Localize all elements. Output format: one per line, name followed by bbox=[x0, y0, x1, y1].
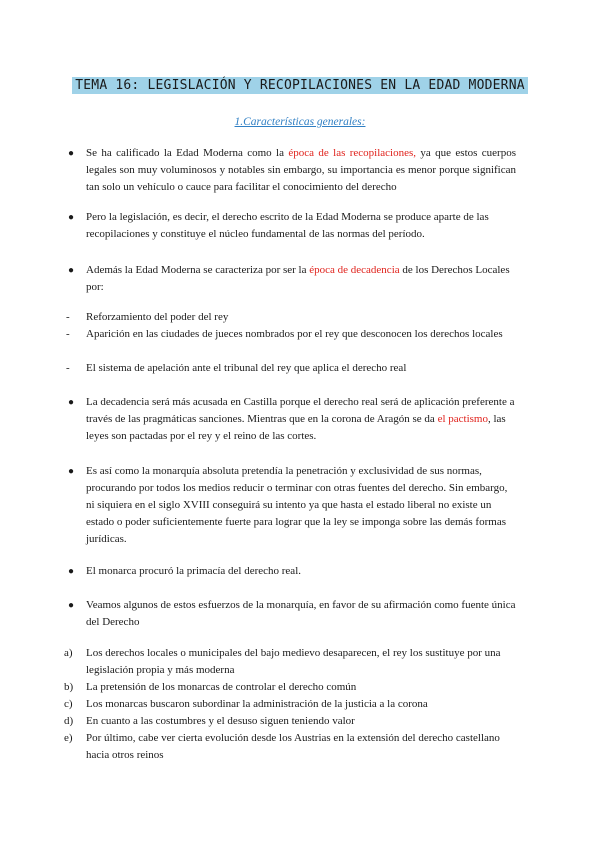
paragraph-6: ● El monarca procuró la primacía del derecho real. bbox=[86, 563, 516, 580]
title-highlight: TEMA 16: LEGISLACIÓN Y RECOPILACIONES EN LA EDAD MODERNA bbox=[72, 77, 528, 94]
dash-list-item: - Reforzamiento del poder del rey bbox=[86, 309, 516, 326]
bullet: ● bbox=[68, 212, 75, 223]
bullet: ● bbox=[68, 566, 75, 577]
highlight-recopilaciones: época de las recopilaciones, bbox=[288, 147, 417, 159]
dash-list-item: - Aparición en las ciudades de jueces nombrados por el rey que desconocen los derechos locales bbox=[86, 326, 516, 343]
section-heading: 1.Características generales: bbox=[234, 116, 366, 128]
bullet: ● bbox=[68, 148, 75, 159]
bullet: ● bbox=[68, 265, 75, 276]
dash: - bbox=[66, 362, 70, 374]
paragraph-2: ● Pero la legislación, es decir, el derecho escrito de la Edad Moderna se produce aparte de las recopilaciones y constituye el núcleo fundamental de las normas del período. bbox=[68, 211, 489, 240]
highlight-pactismo: el pactismo bbox=[437, 413, 488, 425]
paragraph-4: ● La decadencia será más acusada en Castilla porque el derecho real será de aplicación preferente a través de las pragmáticas sanciones. Mientras que en la corona de Aragón se da el pactismo, las leyes son pactadas por el rey y el reino de las cortes. bbox=[68, 396, 515, 442]
lettered-item-c: c) Los monarcas buscaron subordinar la administración de la justicia a la corona bbox=[64, 698, 428, 710]
paragraph-3: ● Además la Edad Moderna se caracteriza por ser la época de decadencia de los Derechos Locales por: bbox=[68, 264, 510, 293]
paragraph-5: ● Es así como la monarquía absoluta pretendía la penetración y exclusividad de sus normas, procurando por todos los medios reducir o terminar con otras fuentes del derecho. Sin embargo, ni siquiera en el siglo XVIII conseguirá su intento ya que hasta el estado liberal no existe un estado o poder suficientemente fuerte para lograr que la ley se imponga sobre las demás formas jurídicas. bbox=[68, 465, 508, 545]
lettered-item-b: b) La pretensión de los monarcas de controlar el derecho común bbox=[64, 681, 357, 693]
page-title bbox=[0, 78, 600, 93]
paragraph-1: ● Se ha calificado la Edad Moderna como la época de las recopilaciones, ya que estos cuerpos legales son muy voluminosos y notables sin embargo, su importancia es menor porque significan tan solo un vehículo o cauce para facilitar el conocimiento del derecho bbox=[68, 147, 517, 193]
lettered-item-d: d) En cuanto a las costumbres y el desuso siguen teniendo valor bbox=[64, 715, 355, 727]
lettered-item-a: a) Los derechos locales o municipales del bajo medievo desaparecen, el rey los sustituye por una legislación propia y más moderna bbox=[64, 647, 501, 676]
dash-list-item: - El sistema de apelación ante el tribunal del rey que aplica el derecho real bbox=[86, 360, 516, 377]
paragraph-7: ● Veamos algunos de estos esfuerzos de la monarquía, en favor de su afirmación como fuente única del Derecho bbox=[68, 599, 516, 628]
bullet: ● bbox=[68, 466, 75, 477]
bullet: ● bbox=[68, 397, 75, 408]
lettered-item-e: e) Por último, cabe ver cierta evolución desde los Austrias en la extensión del derecho castellano hacia otros reinos bbox=[64, 732, 500, 761]
bullet: ● bbox=[68, 600, 75, 611]
dash: - bbox=[66, 328, 70, 340]
dash: - bbox=[66, 311, 70, 323]
highlight-decadencia: época de decadencia bbox=[309, 264, 400, 276]
